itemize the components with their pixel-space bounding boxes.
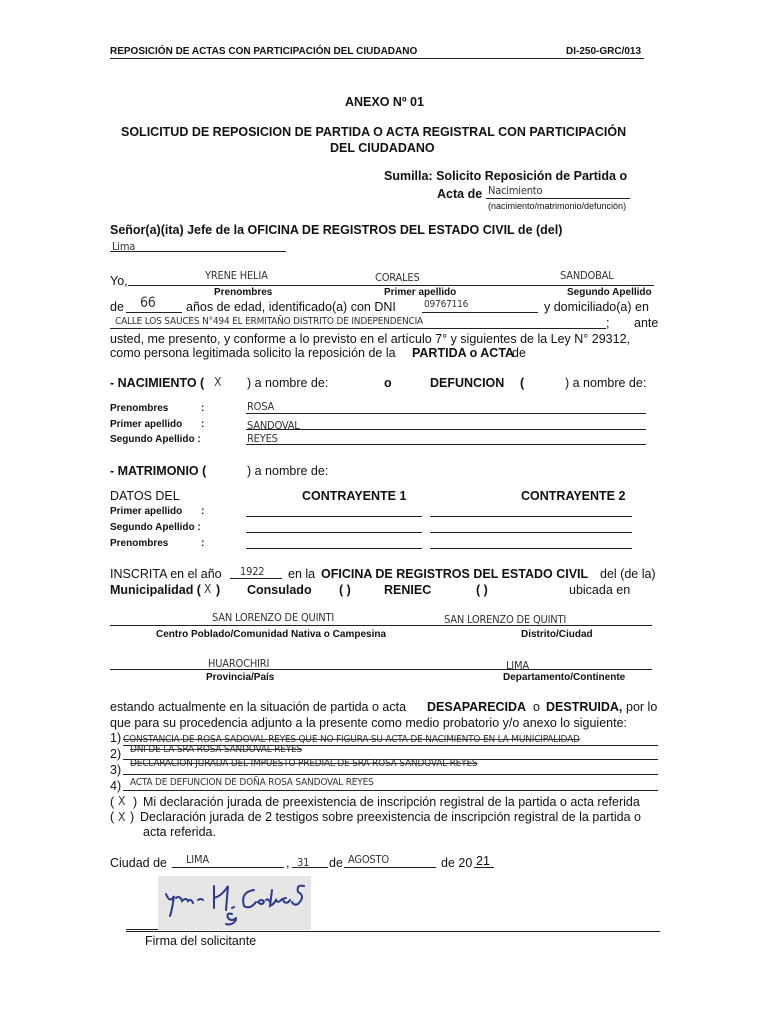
header-rule	[110, 58, 644, 59]
applicant-primer-apellido: CORALES	[375, 271, 420, 284]
signature-label: Firma del solicitante	[145, 934, 257, 948]
fecha-de-2: de 20	[441, 856, 473, 870]
declaracion-2-mark: X	[118, 810, 126, 824]
nac-primer: SANDOVAL	[247, 419, 300, 432]
mat-c2-line-1	[430, 516, 632, 517]
location-line-1	[110, 625, 652, 626]
declaracion-2-close: )	[130, 810, 135, 824]
nac-colon-2: :	[201, 419, 205, 430]
o-text: o	[384, 376, 392, 390]
label-primer-apellido: Primer apellido	[384, 287, 457, 298]
mes-underline	[344, 867, 436, 868]
anexo-2-num: 2)	[110, 747, 122, 761]
ciudad-label: Ciudad de	[110, 856, 167, 870]
consulado-paren: ( )	[339, 583, 351, 597]
applicant-domicilio: CALLE LOS SAUCES N°494 EL ERMITAÑO DISTRITO DE INDEPENDENCIA	[115, 316, 424, 327]
mat-colon-1: :	[201, 506, 205, 517]
ubicada-text: ubicada en	[569, 583, 631, 597]
municipalidad-mark: X	[204, 582, 212, 596]
title-line-1: SOLICITUD DE REPOSICION DE PARTIDA O ACTA REGISTRAL CON PARTICIPACIÓN	[121, 125, 627, 139]
fecha-comma: ,	[286, 856, 290, 870]
nac-label-primer: Primer apellido	[110, 419, 183, 430]
anexo-3-text: DECLARACION JURADA DEL IMPUESTO PREDIAL DE SRA ROSA SANDOVAL REYES	[130, 758, 478, 769]
mat-c1-line-3	[246, 548, 422, 549]
estado-line-2: que para su procedencia adjunto a la presente como medio probatorio y/o anexo lo siguiente:	[110, 716, 628, 730]
sumilla-line-2: Acta de	[437, 187, 483, 201]
mat-c1-line-2	[246, 532, 422, 533]
nac-segundo: REYES	[247, 432, 278, 445]
mat-label-prenombres: Prenombres	[110, 538, 169, 549]
addressee-value: Lima	[112, 240, 136, 253]
mat-c2-line-2	[430, 532, 632, 533]
annex-number: ANEXO Nº 01	[345, 95, 424, 109]
edad-text: años de edad, identificado(a) con DNI	[186, 300, 396, 314]
centro-poblado-value: SAN LORENZO DE QUINTI	[212, 611, 335, 624]
header-title: REPOSICIÓN DE ACTAS CON PARTICIPACIÓN DEL CIUDADANO	[110, 46, 418, 57]
mat-label-primer: Primer apellido	[110, 506, 183, 517]
anexo-1-text: CONSTANCIA DE ROSA SADOVAL REYES QUE NO FIGURA SU ACTA DE NACIMIENTO EN LA MUNICIPALIDAD	[123, 734, 580, 745]
departamento-value: LIMA	[506, 659, 529, 672]
nacimiento-label: - NACIMIENTO (	[110, 376, 205, 390]
defuncion-close: ) a nombre de:	[565, 376, 647, 390]
nac-label-segundo: Segundo Apellido :	[110, 434, 201, 445]
anexo-4-text: ACTA DE DEFUNCION DE DOÑA ROSA SANDOVAL REYES	[130, 777, 374, 788]
signature-box	[158, 876, 311, 930]
header-code: DI-250-GRC/013	[566, 46, 642, 57]
edad-underline	[126, 312, 182, 313]
mat-label-segundo: Segundo Apellido :	[110, 522, 201, 533]
anexo-4-underline	[123, 790, 658, 791]
sumilla-value: Nacimiento	[488, 184, 543, 197]
sumilla-underline	[486, 198, 630, 199]
applicant-segundo-apellido: SANDOBAL	[560, 269, 614, 282]
estado-text-2: por lo	[626, 700, 658, 714]
municipalidad-close: )	[216, 583, 221, 597]
declaracion-2-text-2: acta referida.	[143, 825, 216, 839]
reniec-label: RENIEC	[384, 583, 432, 597]
municipalidad-label: Municipalidad (	[110, 583, 201, 597]
declaracion-1-mark: X	[118, 794, 126, 808]
addressee-underline	[110, 251, 286, 252]
defuncion-label: DEFUNCION	[430, 376, 505, 390]
nac-segundo-underline	[246, 444, 646, 445]
name-underline	[128, 285, 654, 286]
matrimonio-close: ) a nombre de:	[247, 464, 329, 478]
label-segundo-apellido: Segundo Apellido	[567, 287, 652, 298]
de-label: de	[110, 300, 124, 314]
dia-underline	[292, 867, 328, 868]
mat-colon-3: :	[201, 538, 205, 549]
sumilla-hint: (nacimiento/matrimonio/defunción)	[488, 201, 627, 211]
title-line-2: DEL CIUDADANO	[330, 141, 435, 155]
inscrita-text-1: INSCRITA en el año	[110, 567, 222, 581]
distrito-value: SAN LORENZO DE QUINTI	[444, 613, 567, 626]
ciudad-value: LIMA	[186, 853, 209, 866]
defuncion-open: (	[520, 376, 525, 390]
sumilla-line-1: Sumilla: Solicito Reposición de Partida o	[384, 169, 628, 183]
declaracion-1-close: )	[133, 795, 138, 809]
signature-short-line	[126, 929, 158, 930]
ante-text: ante	[634, 316, 659, 330]
yo-label: Yo,	[110, 274, 128, 288]
applicant-edad: 66	[140, 295, 156, 311]
fecha-mes: AGOSTO	[348, 853, 389, 866]
signature-line	[126, 931, 660, 932]
partida-o-acta: PARTIDA o ACTA	[412, 346, 515, 360]
mat-c2-line-3	[430, 548, 632, 549]
provincia-value: HUAROCHIRI	[208, 657, 270, 670]
destruida: DESTRUIDA,	[546, 700, 623, 714]
nac-prenombres-underline	[246, 413, 646, 414]
dni-underline	[422, 312, 538, 313]
reniec-paren: ( )	[476, 583, 488, 597]
label-provincia: Provincia/País	[206, 672, 275, 683]
desaparecida: DESAPARECIDA	[427, 700, 527, 714]
nac-colon-1: :	[201, 403, 205, 414]
estado-o: o	[533, 700, 540, 714]
ciudad-underline	[172, 867, 284, 868]
applicant-line-3: usted, me presento, y conforme a lo previsto en el artículo 7° y siguientes de la Ley N° 29312,	[110, 332, 631, 346]
declaracion-2-open: (	[110, 810, 115, 824]
fecha-anio: 21	[476, 854, 490, 868]
signature-drawing	[158, 876, 311, 930]
nac-prenombres: ROSA	[247, 400, 275, 413]
anexo-1-num: 1)	[110, 731, 122, 745]
inscrita-oficina: OFICINA DE REGISTROS DEL ESTADO CIVIL	[321, 567, 589, 581]
anio-fecha-underline	[474, 867, 494, 868]
nac-primer-underline	[246, 429, 646, 430]
inscrita-anio: 1922	[240, 565, 265, 578]
domicilio-text: y domiciliado(a) en	[544, 300, 649, 314]
applicant-dni: 09767116	[424, 299, 469, 310]
label-distrito: Distrito/Ciudad	[521, 629, 593, 640]
nacimiento-close: ) a nombre de:	[247, 376, 329, 390]
location-line-2	[110, 669, 652, 670]
declaracion-1-text: Mi declaración jurada de preexistencia de inscripción registral de la partida o acta referida	[143, 795, 640, 809]
declaracion-2-text: Declaración jurada de 2 testigos sobre preexistencia de inscripción registral de la partida o	[140, 810, 641, 824]
label-prenombres: Prenombres	[214, 287, 273, 298]
estado-text-1: estando actualmente en la situación de partida o acta	[110, 700, 407, 714]
fecha-de-1: de	[329, 856, 343, 870]
contrayente-1: CONTRAYENTE 1	[302, 489, 407, 503]
nacimiento-mark: X	[214, 375, 222, 389]
domicilio-underline	[110, 328, 606, 329]
nac-label-prenombres: Prenombres	[110, 403, 169, 414]
label-centro-poblado: Centro Poblado/Comunidad Nativa o Campesina	[156, 629, 387, 640]
semicolon: ;	[606, 316, 610, 330]
anio-underline	[230, 578, 282, 579]
anexo-3-underline	[123, 774, 658, 775]
consulado-label: Consulado	[247, 583, 312, 597]
contrayente-2: CONTRAYENTE 2	[521, 489, 626, 503]
de2-text: de	[512, 346, 526, 360]
addressee-text: Señor(a)(ita) Jefe de la OFICINA DE REGISTROS DEL ESTADO CIVIL de (del)	[110, 223, 563, 237]
datos-del: DATOS DEL	[110, 489, 180, 503]
inscrita-text-2: en la	[288, 567, 316, 581]
matrimonio-label: - MATRIMONIO (	[110, 464, 207, 478]
inscrita-text-3: del (de la)	[600, 567, 656, 581]
fecha-dia: 31	[297, 856, 310, 869]
applicant-prenombres: YRENE HELIA	[205, 269, 268, 282]
anexo-4-num: 4)	[110, 779, 122, 793]
anexo-3-num: 3)	[110, 763, 122, 777]
anexo-2-text: DNI DE LA SRA ROSA SANDOVAL REYES	[130, 744, 303, 755]
applicant-line-4: como persona legitimada solicito la reposición de la	[110, 346, 396, 360]
mat-c1-line-1	[246, 516, 422, 517]
label-departamento: Departamento/Continente	[503, 672, 626, 683]
declaracion-1-open: (	[110, 795, 115, 809]
